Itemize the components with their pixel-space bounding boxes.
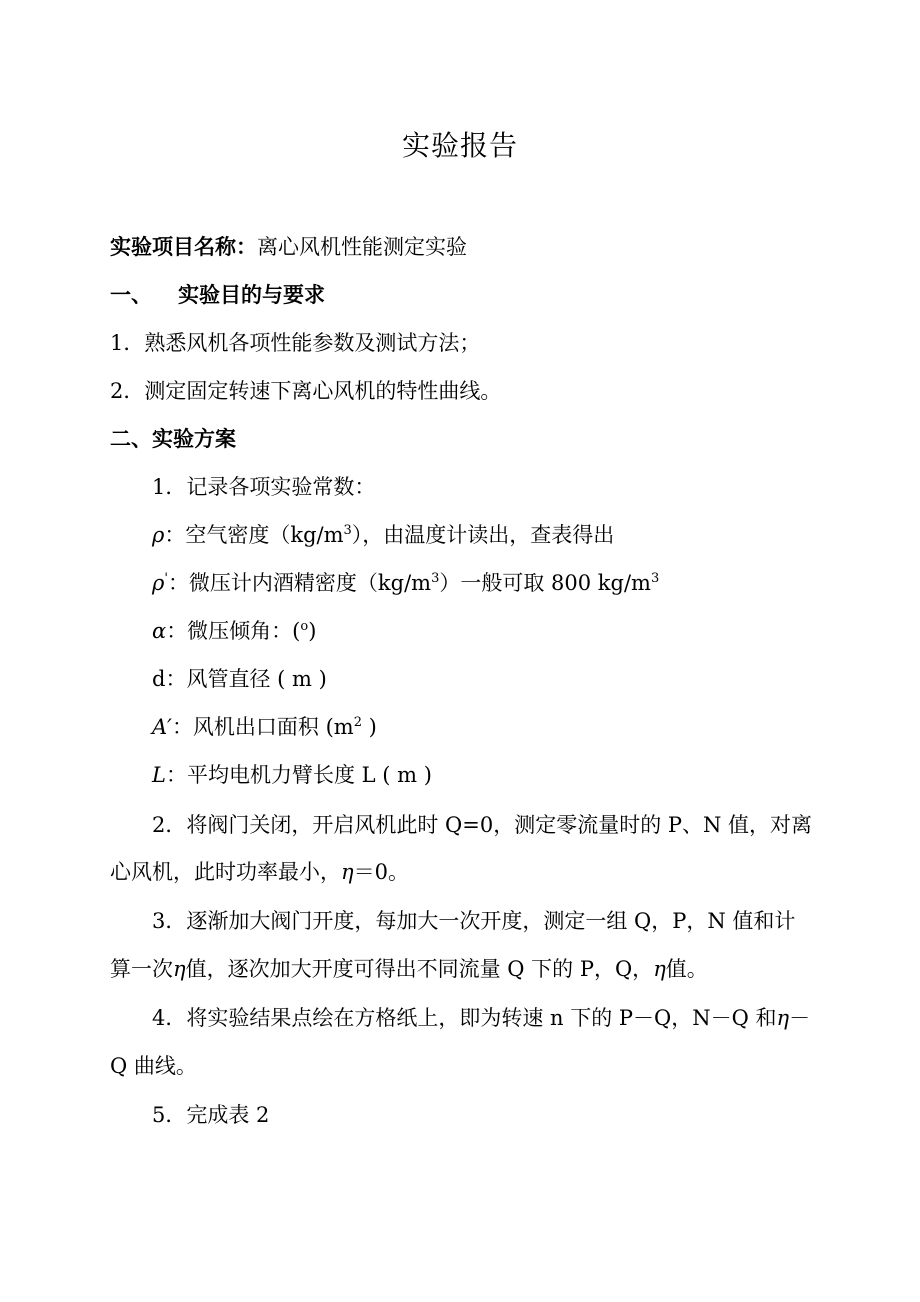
alpha-symbol: α: [152, 619, 167, 643]
step-2-text-b: ＝0。: [353, 860, 409, 884]
step-4-line-1: [152, 1003, 810, 1033]
section1-heading: [110, 280, 325, 310]
rho-text-a: ：空气密度（kg/m: [164, 523, 344, 547]
step-4-text-b: －: [789, 1006, 811, 1030]
rho-sup: 3: [343, 523, 352, 538]
rho-prime-symbol: ρ: [152, 571, 165, 595]
step-4-line-2: Q 曲线。: [110, 1054, 197, 1078]
area-text: ：风机出口面积 (m: [171, 715, 354, 739]
eta-symbol: η: [776, 1006, 790, 1030]
rho-prime-sup-2: 3: [650, 571, 660, 586]
rho-symbol: ρ: [152, 523, 165, 547]
area-end: ): [362, 715, 377, 739]
area-sup: 2: [353, 715, 362, 730]
constant-alpha: [152, 616, 316, 646]
constant-l: [152, 760, 432, 790]
eta-symbol: η: [173, 957, 186, 981]
project-name: 离心风机性能测定实验: [257, 235, 467, 259]
rho-prime-text-b: ）一般可取 800 kg/m: [439, 571, 651, 595]
eta-symbol: η: [341, 860, 354, 884]
section1-item-2: 2．测定固定转速下离心风机的特性曲线。: [110, 379, 502, 403]
constant-rho: [152, 520, 614, 550]
project-line: [110, 232, 467, 262]
constant-area: [152, 712, 377, 742]
step-5: 5．完成表 2: [152, 1103, 270, 1127]
section2-heading: 二、实验方案: [110, 427, 236, 451]
step-4-text-a: 4．将实验结果点绘在方格纸上，即为转速 n 下的 P－Q，N－Q 和: [152, 1006, 777, 1030]
rho-prime-mark: ': [164, 571, 168, 586]
step-3-line-2: [110, 954, 708, 984]
rho-prime-sup: 3: [431, 571, 440, 586]
step-3-text-c: 值。: [665, 957, 708, 981]
l-text: ：平均电机力臂长度 L ( m ): [165, 763, 432, 787]
rho-text-b: ），由温度计读出，查表得出: [351, 523, 615, 547]
l-symbol: L: [152, 763, 166, 787]
project-label: 实验项目名称：: [110, 235, 257, 259]
area-symbol: A′: [152, 715, 172, 739]
step-3-line-1: 3．逐渐加大阀门开度，每加大一次开度，测定一组 Q，P，N 值和计: [152, 909, 796, 933]
step-1: 1．记录各项实验常数：: [152, 475, 376, 499]
step-2-line-1: 2．将阀门关闭，开启风机此时 Q=0，测定零流量时的 P、N 值，对离: [152, 813, 813, 837]
page-title: 实验报告: [401, 129, 518, 162]
section1-title: 实验目的与要求: [178, 283, 325, 307]
step-3-text-b: 值，逐次加大开度可得出不同流量 Q 下的 P，Q，: [185, 957, 654, 981]
constant-rho-prime: [152, 568, 659, 598]
step-3-text-a: 算一次: [110, 957, 173, 981]
alpha-text: ：微压倾角：(: [166, 619, 301, 643]
step-2-text-a: 心风机，此时功率最小，: [110, 860, 341, 884]
constant-d: d：风管直径 ( m ): [152, 667, 327, 691]
step-2-line-2: [110, 857, 409, 887]
rho-prime-text-a: ：微压计内酒精密度（kg/m: [167, 571, 432, 595]
section1-item-1: 1．熟悉风机各项性能参数及测试方法；: [110, 331, 481, 355]
alpha-end: ): [308, 619, 317, 643]
section1-number: 一、: [110, 283, 152, 307]
eta-symbol: η: [653, 957, 666, 981]
alpha-sup: o: [300, 619, 309, 634]
